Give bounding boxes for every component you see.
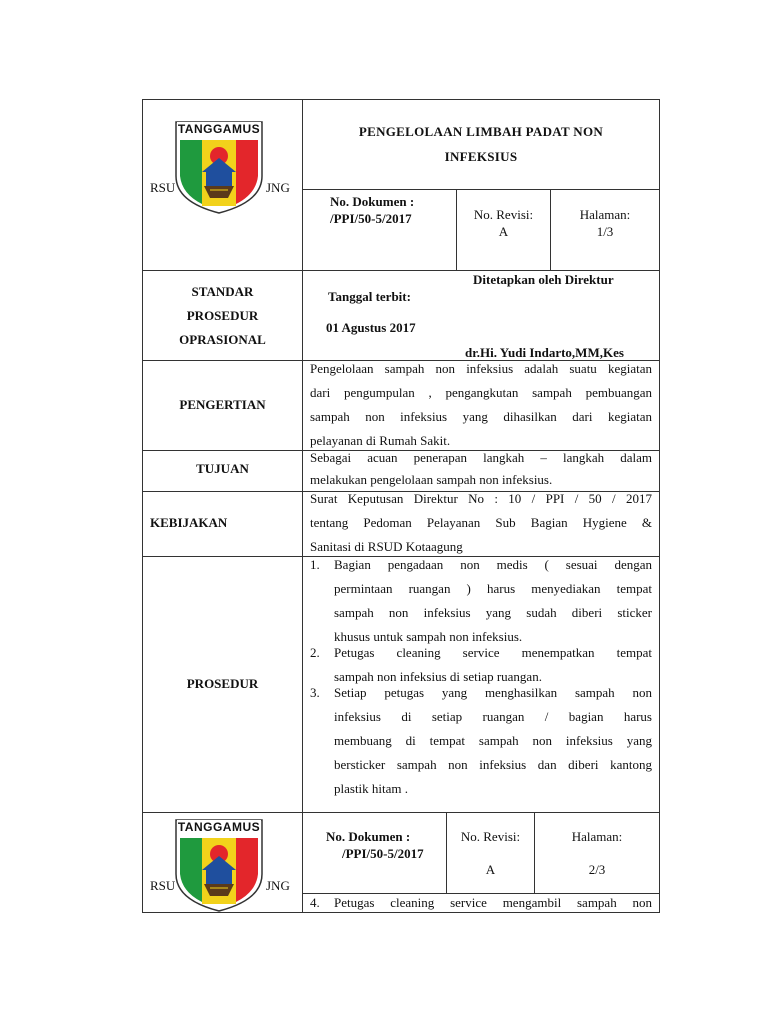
logo-label: TANGGAMUS: [177, 122, 261, 136]
text-line: infeksius di setiap ruangan / bagian harus: [334, 709, 652, 724]
text-line: Surat Keputusan Direktur No : 10 / PPI / 50 / 2017: [310, 491, 652, 506]
doc-number-label: No. Dokumen :: [326, 829, 411, 844]
revision-label: No. Revisi:: [460, 829, 521, 844]
text-line: melakukan pengelolaan sampah non infeksius.: [310, 472, 553, 487]
text-line: permintaan ruangan ) harus menyediakan tempat: [334, 581, 652, 596]
hospital-logo-page2: [172, 812, 266, 912]
page-label: Halaman:: [571, 829, 623, 844]
text-line: khusus untuk sampah non infeksius.: [334, 629, 523, 644]
text-line: Petugas cleaning service menempatkan tempat: [334, 645, 652, 660]
page-value: 1/3: [596, 224, 614, 239]
revision-value: A: [485, 862, 496, 877]
sop-label-2: PROSEDUR: [186, 308, 259, 323]
rs-label-right: JNG: [266, 180, 290, 195]
rs-label-right: JNG: [266, 878, 290, 893]
document-title-line1: PENGELOLAAN LIMBAH PADAT NON: [358, 124, 604, 139]
approved-by: Ditetapkan oleh Direktur: [473, 272, 614, 287]
doc-number-label: No. Dokumen :: [330, 194, 415, 209]
doc-number-value: /PPI/50-5/2017: [330, 211, 412, 226]
revision-value: A: [498, 224, 509, 239]
text-line: sampah non infeksius yang sudah diberi sticker: [334, 605, 652, 620]
text-line: sampah non infeksius yang dihasilkan dari kegiatan: [310, 409, 652, 424]
tujuan-label: TUJUAN: [196, 461, 249, 476]
kebijakan-text: [310, 487, 652, 559]
text-line: pelayanan di Rumah Sakit.: [310, 433, 451, 448]
issue-date-value: 01 Agustus 2017: [326, 320, 416, 335]
sop-label-3: OPRASIONAL: [179, 332, 266, 347]
prosedur-item-continuation: [310, 892, 652, 914]
text-line: Sanitasi di RSUD Kotaagung: [310, 539, 463, 554]
revision-label: No. Revisi:: [473, 207, 534, 222]
item-number: 4.: [310, 895, 320, 910]
doc-number-value: /PPI/50-5/2017: [342, 846, 424, 861]
prosedur-item: [310, 681, 652, 801]
tujuan-text: [310, 446, 652, 492]
logo-label: TANGGAMUS: [177, 820, 261, 834]
item-number: 2.: [310, 645, 320, 660]
text-line: dari pengumpulan , pengangkutan sampah pembuangan: [310, 385, 652, 400]
text-line: Bagian pengadaan non medis ( sesuai dengan: [334, 557, 652, 572]
pengertian-text: [310, 357, 652, 453]
text-line: membuang di tempat sampah non infeksius yang: [334, 733, 652, 748]
rs-label-left: RSU: [150, 180, 176, 195]
text-line: Setiap petugas yang menghasilkan sampah non: [334, 685, 652, 700]
item-number: 3.: [310, 685, 320, 700]
page-value: 2/3: [588, 862, 606, 877]
sop-label-1: STANDAR: [191, 284, 254, 299]
document-title-line2: INFEKSIUS: [444, 149, 518, 164]
text-line: Petugas cleaning service mengambil sampah non: [334, 895, 652, 910]
text-line: sampah non infeksius di setiap ruangan.: [334, 669, 542, 684]
prosedur-label: PROSEDUR: [186, 676, 259, 691]
director-name: dr.Hi. Yudi Indarto,MM,Kes: [465, 345, 624, 360]
text-line: tentang Pedoman Pelayanan Sub Bagian Hygiene &: [310, 515, 652, 530]
prosedur-item: [310, 553, 652, 649]
item-number: 1.: [310, 557, 320, 572]
text-line: bersticker sampah non infeksius dan diberi kantong: [334, 757, 652, 772]
kebijakan-label: KEBIJAKAN: [150, 515, 228, 530]
pengertian-label: PENGERTIAN: [179, 397, 266, 412]
page-label: Halaman:: [579, 207, 631, 222]
hospital-logo: [172, 114, 266, 214]
prosedur-list: [310, 553, 652, 801]
text-line: plastik hitam .: [334, 781, 409, 796]
issue-date-label: Tanggal terbit:: [328, 289, 411, 304]
rs-label-left: RSU: [150, 878, 176, 893]
text-line: Sebagai acuan penerapan langkah – langkah dalam: [310, 450, 652, 465]
text-line: Pengelolaan sampah non infeksius adalah suatu kegiatan: [310, 361, 652, 376]
